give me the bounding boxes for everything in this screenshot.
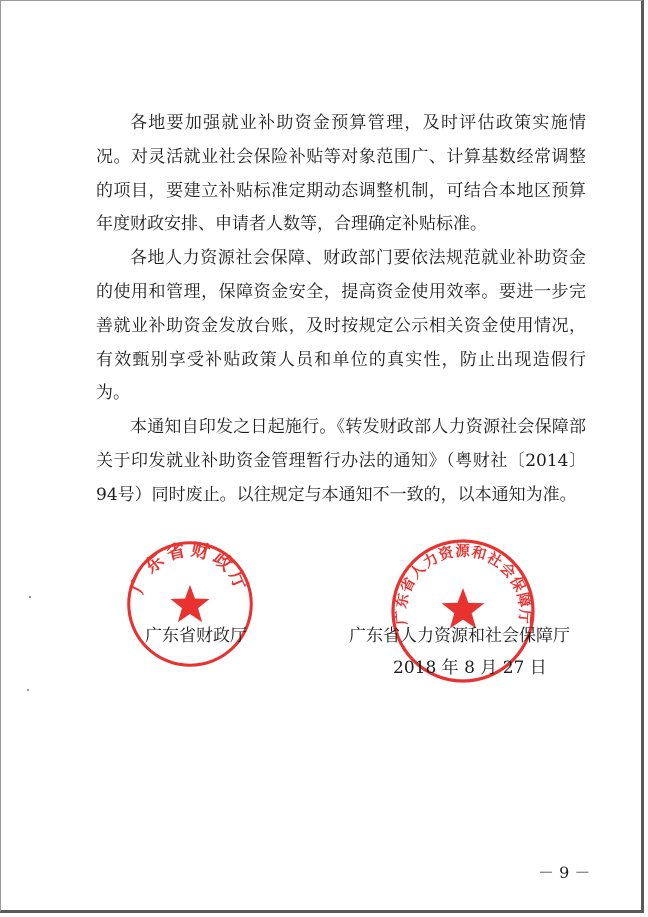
svg-text:广东省财政厅: 广东省财政厅 [127, 539, 253, 597]
svg-text:广东省人力资源和社会保障厅: 广东省人力资源和社会保障厅 [393, 544, 533, 626]
scan-speck [27, 689, 29, 691]
paragraph-effective-date: 本通知自印发之日起施行。《转发财政部人力资源社会保障部关于印发就业补助资金管理暂行办法的通知》（粤财社〔2014〕94号）同时废止。以往规定与本通知不一致的，以本通知为准。 [96, 417, 586, 505]
page-number: － 9 － [538, 863, 591, 882]
signatory-hr-department: 广东省人力资源和社会保障厅 [349, 626, 570, 646]
document-body [96, 107, 586, 513]
signatory-finance-department: 广东省财政厅 [145, 626, 247, 646]
paragraph-budget-management: 各地要加强就业补助资金预算管理，及时评估政策实施情况。对灵活就业社会保险补贴等对象范围广、计算基数经常调整的项目，要建立补贴标准定期动态调整机制，可结合本地区预算年度财政安排、申请者人数等，合理确定补贴标准。 [96, 113, 586, 235]
scan-speck [29, 596, 31, 598]
finance-department-seal [123, 537, 257, 671]
issue-date: 2018 年 8 月 27 日 [393, 658, 547, 678]
paragraph-fund-usage: 各地人力资源社会保障、财政部门要依法规范就业补助资金的使用和管理，保障资金安全，提高资金使用效率。要进一步完善就业补助资金发放台账，及时按规定公示相关资金使用情况，有效甄别享受补贴政策人员和单位的真实性，防止出现造假行为。 [96, 248, 586, 404]
